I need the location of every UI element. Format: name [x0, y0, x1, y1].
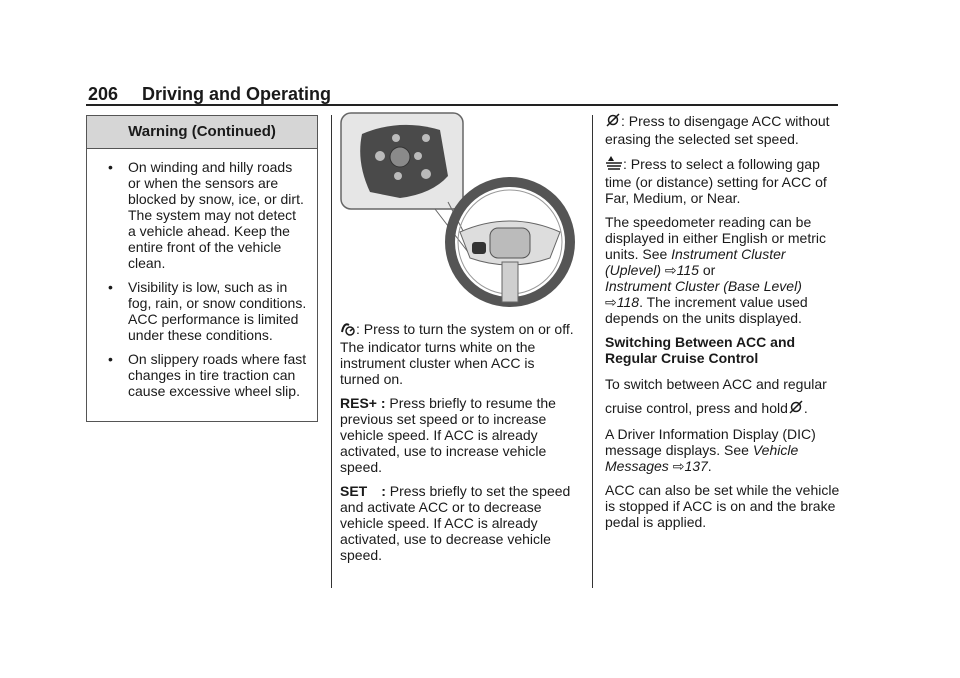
warning-item [87, 159, 307, 271]
page-ref: 115 [676, 262, 699, 278]
cancel-icon [605, 112, 621, 131]
column-3 [605, 112, 840, 538]
warning-title: Warning (Continued) [87, 116, 317, 149]
warning-item [87, 351, 307, 399]
column-divider-2 [592, 115, 593, 588]
switch-paragraph: To switch between ACC and regular cruise control, press and hold . [605, 372, 840, 422]
link-vehicle-messages[interactable]: Vehicle Messages [605, 442, 799, 474]
column-divider-1 [331, 115, 332, 588]
acc-onoff-paragraph [340, 320, 578, 387]
link-instrument-cluster-uplevel[interactable]: Instrument Cluster (Uplevel) [605, 246, 786, 278]
speedometer-paragraph [605, 214, 840, 326]
section-heading: Switching Between ACC and Regular Cruise Control [605, 334, 796, 366]
page-ref-arrow-icon: ⇨ [664, 262, 677, 278]
warning-item-text: On winding and hilly roads or when the sensors are blocked by snow, ice, or dirt. The system may not detect a vehicle ahead. Keep the entire front of the vehicle clean. [128, 159, 304, 271]
page-ref: 118 [616, 294, 640, 310]
gap-text: : Press to select a following gap time (or distance) setting for ACC of Far, Medium, or Near. [605, 156, 827, 206]
set-paragraph [340, 483, 578, 563]
page-header [88, 84, 331, 105]
dic-text: A Driver Information Display (DIC) message displays. See [605, 426, 816, 458]
speedometer-text: The speedometer reading can be displayed in either English or metric units. See [605, 214, 826, 262]
steering-wheel-illustration [340, 112, 580, 312]
column-2 [340, 320, 578, 571]
acc-onoff-text: : Press to turn the system on or off. The indicator turns white on the instrument cluster when ACC is turned on. [340, 321, 574, 387]
set-label: SET : [340, 483, 386, 499]
bullet-icon: • [108, 279, 113, 295]
stopped-paragraph: ACC can also be set while the vehicle is stopped if ACC is on and the brake pedal is applied. [605, 482, 840, 530]
warning-item [87, 279, 307, 343]
warning-list [87, 159, 317, 399]
dic-paragraph: A Driver Information Display (DIC) message displays. See Vehicle Messages ⇨137. [605, 426, 816, 474]
acc-onoff-icon [340, 320, 356, 339]
warning-box [86, 115, 318, 422]
follow-gap-icon [605, 155, 623, 174]
section-title: Driving and Operating [142, 84, 332, 104]
header-rule [86, 104, 838, 106]
page-ref-arrow-icon: ⇨ [672, 458, 685, 474]
bullet-icon: • [108, 159, 113, 175]
link-instrument-cluster-base[interactable]: Instrument Cluster (Base Level) [605, 278, 802, 294]
or-text: or [702, 262, 716, 278]
res-text: Press briefly to resume the previous set speed or to increase vehicle speed. If ACC is already activated, use to increase vehicle speed. [340, 395, 556, 475]
page-ref: 137 [684, 458, 708, 474]
switch-text: To switch between ACC and regular cruise control, press and hold [605, 376, 827, 416]
cancel-icon [788, 398, 804, 422]
warning-item-text: Visibility is low, such as in fog, rain, or snow conditions. ACC performance is limited under these conditions. [128, 279, 307, 343]
page-number: 206 [88, 84, 119, 104]
gap-paragraph [605, 155, 840, 206]
cancel-text: : Press to disengage ACC without erasing the selected set speed. [605, 113, 830, 147]
speedometer-end-text: . The increment value used depends on the units displayed. [605, 294, 808, 326]
page-ref-arrow-icon: ⇨ [605, 294, 617, 310]
res-paragraph [340, 395, 578, 475]
cancel-paragraph [605, 112, 840, 147]
res-label: RES+ : [340, 395, 386, 411]
warning-item-text: On slippery roads where fast changes in tire traction can cause excessive wheel slip. [128, 351, 307, 399]
set-text: Press briefly to set the speed and activate ACC or to decrease vehicle speed. If ACC is already activated, use to decrease vehicle speed. [340, 483, 571, 563]
bullet-icon: • [108, 351, 113, 367]
